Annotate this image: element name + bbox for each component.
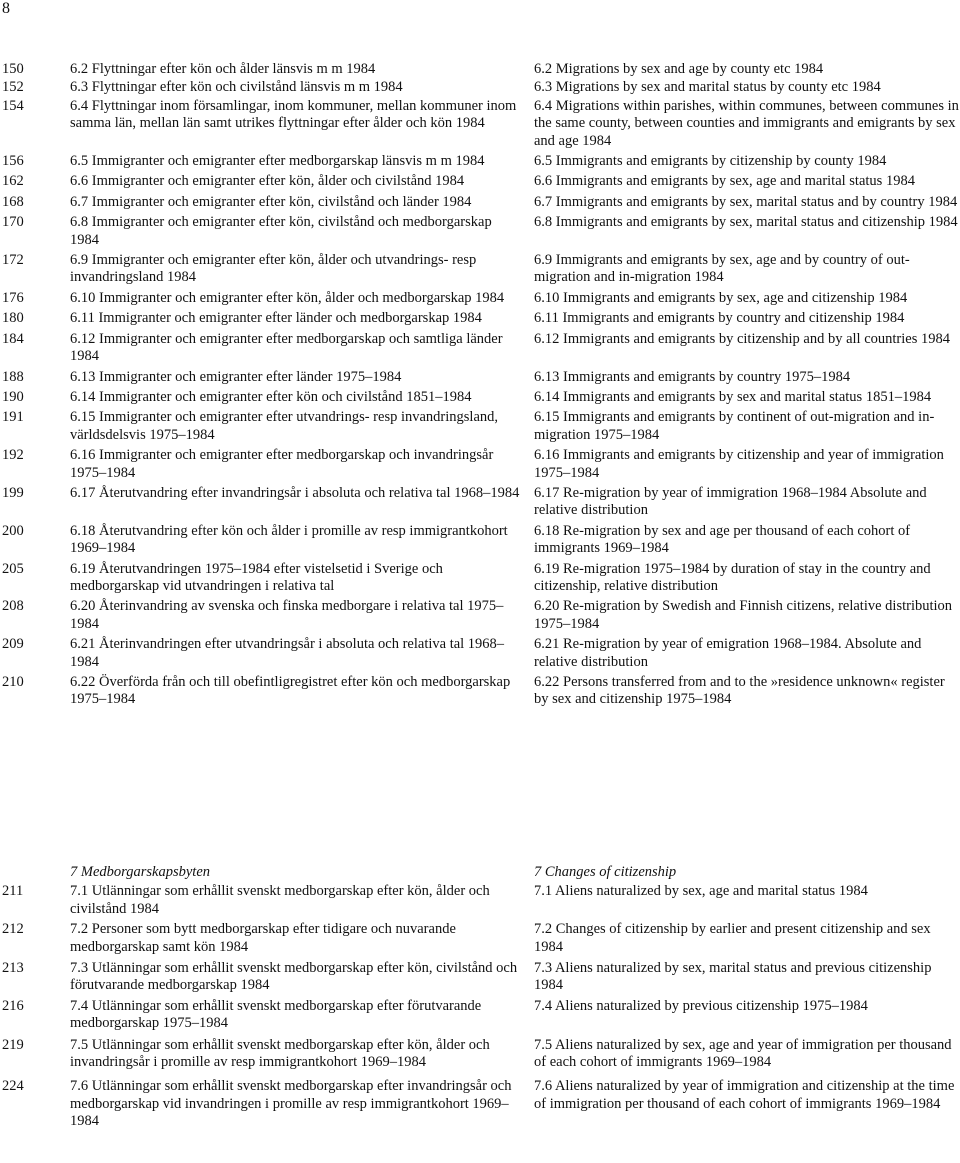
toc-entry-swedish-title: 6.2 Flyttningar efter kön och ålder länsvis m m 1984	[70, 61, 376, 77]
toc-entry-swedish-title: 6.18 Återutvandring efter kön och ålder i promille av resp immigrantkohort 1969–1984	[70, 522, 508, 557]
toc-entry-english-title: 6.22 Persons transferred from and to the »residence unknown« register by sex and citizenship 1975–1984	[534, 674, 945, 708]
page-number: 8	[2, 0, 10, 17]
toc-entry-swedish-title: 6.22 Överförda från och till obefintligregistret efter kön och medborgarskap 1975–1984	[70, 674, 511, 708]
toc-entry-english-title: 6.19 Re-migration 1975–1984 by duration of stay in the country and citizenship, relative distribution	[534, 560, 931, 594]
toc-entry-page: 176	[2, 289, 24, 306]
toc-entry-english-title: 7.5 Aliens naturalized by sex, age and year of immigration per thousand of each cohort of immigrants 1969–1984	[534, 1036, 952, 1071]
toc-entry-english-title: 6.20 Re-migration by Swedish and Finnish citizens, relative distribution 1975–1984	[534, 598, 953, 632]
toc-entry-english-title: 6.10 Immigrants and emigrants by sex, age and citizenship 1984	[534, 289, 908, 306]
toc-entry	[0, 636, 960, 671]
toc-entry	[0, 153, 960, 170]
toc-entry-page: 154	[2, 97, 24, 114]
toc-entry	[0, 252, 960, 287]
toc-entry-page: 172	[2, 252, 24, 269]
section-heading-row	[0, 864, 960, 881]
toc-entry	[0, 921, 960, 956]
toc-entry-english-title: 7.3 Aliens naturalized by sex, marital status and previous citizenship 1984	[534, 960, 932, 994]
toc-entry-swedish-title: 6.11 Immigranter och emigranter efter länder och medborgarskap 1984	[70, 310, 482, 327]
toc-entry	[0, 674, 960, 709]
toc-entry-page: 156	[2, 153, 24, 170]
toc-entry-page: 212	[2, 921, 24, 938]
toc-entry-page: 208	[2, 598, 24, 615]
section-heading-english: 7 Changes of citizenship	[534, 864, 677, 880]
toc-entry-swedish-title: 6.3 Flyttningar efter kön och civilstånd länsvis m m 1984	[70, 79, 403, 96]
toc-entry-swedish-title: 6.6 Immigranter och emigranter efter kön, ålder och civilstånd 1984	[70, 173, 465, 190]
toc-entry-swedish-title: 7.5 Utlänningar som erhållit svenskt medborgarskap efter kön, ålder och invandringsår i promille av resp immigrantkohort 1969–1984	[70, 1036, 490, 1071]
toc-entry-swedish-title: 6.16 Immigranter och emigranter efter medborgarskap och invandringsår 1975–1984	[70, 447, 494, 481]
table-of-contents-migrations	[0, 61, 960, 712]
toc-entry	[0, 485, 960, 520]
toc-entry	[0, 1078, 960, 1130]
toc-entry-page: 170	[2, 214, 24, 231]
toc-entry-page: 150	[2, 61, 24, 77]
toc-entry-page: 168	[2, 193, 24, 210]
toc-entry-english-title: 6.2 Migrations by sex and age by county etc 1984	[534, 61, 824, 77]
toc-entry-swedish-title: 6.12 Immigranter och emigranter efter medborgarskap och samtliga länder 1984	[70, 330, 503, 365]
toc-entry-english-title: 6.3 Migrations by sex and marital status by county etc 1984	[534, 79, 881, 96]
toc-entry	[0, 173, 960, 190]
toc-entry-swedish-title: 6.9 Immigranter och emigranter efter kön, ålder och utvandrings- resp invandringsland 1984	[70, 252, 477, 286]
toc-entry-page: 211	[2, 883, 24, 900]
toc-entry	[0, 98, 960, 150]
toc-entry-page: 205	[2, 560, 24, 577]
toc-entry-swedish-title: 6.17 Återutvandring efter invandringsår i absoluta och relativa tal 1968–1984	[70, 484, 520, 501]
toc-entry-english-title: 7.2 Changes of citizenship by earlier and present citizenship and sex 1984	[534, 921, 931, 955]
toc-entry-english-title: 7.4 Aliens naturalized by previous citizenship 1975–1984	[534, 997, 868, 1014]
toc-entry	[0, 883, 960, 918]
toc-entry-page: 180	[2, 310, 24, 327]
toc-entry-page: 162	[2, 173, 24, 190]
toc-entry-page: 184	[2, 330, 24, 347]
toc-entry-page: 213	[2, 960, 24, 977]
toc-entry-page: 191	[2, 409, 24, 426]
toc-entry-swedish-title: 6.8 Immigranter och emigranter efter kön, civilstånd och medborgarskap 1984	[70, 214, 492, 248]
toc-entry-english-title: 6.12 Immigrants and emigrants by citizenship and by all countries 1984	[534, 330, 950, 347]
section-heading-swedish: 7 Medborgarskapsbyten	[70, 864, 211, 880]
toc-entry	[0, 369, 960, 386]
toc-entry	[0, 523, 960, 558]
toc-entry	[0, 998, 960, 1033]
toc-entry-swedish-title: 6.15 Immigranter och emigranter efter utvandrings- resp invandringsland, världsdelsvis 1975–1984	[70, 409, 499, 443]
toc-entry	[0, 290, 960, 307]
toc-entry-page: 210	[2, 674, 24, 690]
toc-entry	[0, 1037, 960, 1072]
toc-entry-page: 200	[2, 522, 24, 539]
toc-entry-swedish-title: 7.1 Utlänningar som erhållit svenskt medborgarskap efter kön, ålder och civilstånd 1984	[70, 883, 490, 917]
toc-entry-swedish-title: 6.21 Återinvandringen efter utvandringsår i absoluta och relativa tal 1968–1984	[70, 636, 505, 670]
toc-entry-page: 192	[2, 447, 24, 464]
toc-entry-swedish-title: 7.3 Utlänningar som erhållit svenskt medborgarskap efter kön, civilstånd och förutvarande medborgarskap 1984	[70, 960, 518, 994]
toc-entry-page: 216	[2, 997, 24, 1014]
toc-entry	[0, 310, 960, 327]
toc-entry-swedish-title: 7.6 Utlänningar som erhållit svenskt medborgarskap efter invandringsår och medborgarskap vid invandringen i promille av resp immigrantkohort 1969–1984	[70, 1078, 512, 1130]
toc-entry-swedish-title: 6.14 Immigranter och emigranter efter kön och civilstånd 1851–1984	[70, 388, 472, 405]
toc-entry-english-title: 6.6 Immigrants and emigrants by sex, age and marital status 1984	[534, 173, 915, 190]
toc-entry-english-title: 6.11 Immigrants and emigrants by country and citizenship 1984	[534, 310, 905, 327]
toc-entry-page: 224	[2, 1078, 24, 1095]
toc-entry-english-title: 6.18 Re-migration by sex and age per thousand of each cohort of immigrants 1969–1984	[534, 522, 911, 557]
toc-entry-english-title: 6.14 Immigrants and emigrants by sex and marital status 1851–1984	[534, 388, 932, 405]
toc-entry	[0, 598, 960, 633]
toc-entry-english-title: 6.17 Re-migration by year of immigration 1968–1984 Absolute and relative distribution	[534, 484, 927, 519]
toc-entry-english-title: 6.9 Immigrants and emigrants by sex, age and by country of out-migration and in-migration 1984	[534, 252, 910, 286]
toc-entry-english-title: 6.21 Re-migration by year of emigration 1968–1984. Absolute and relative distribution	[534, 636, 922, 670]
toc-entry-swedish-title: 6.13 Immigranter och emigranter efter länder 1975–1984	[70, 368, 402, 385]
toc-entry	[0, 331, 960, 366]
toc-entry	[0, 214, 960, 249]
toc-entry-swedish-title: 6.20 Återinvandring av svenska och finska medborgare i relativa tal 1975–1984	[70, 598, 504, 632]
toc-entry-swedish-title: 7.2 Personer som bytt medborgarskap efter tidigare och nuvarande medborgarskap samt kön 1984	[70, 921, 456, 955]
toc-entry-english-title: 6.5 Immigrants and emigrants by citizenship by county 1984	[534, 153, 887, 170]
toc-entry-english-title: 7.6 Aliens naturalized by year of immigration and citizenship at the time of immigration per thousand of each cohort of immigrants 1969–1984	[534, 1078, 955, 1112]
toc-entry-english-title: 6.4 Migrations within parishes, within communes, between communes in the same county, between counties and immigrants and emigrants by sex and age 1984	[534, 97, 959, 149]
toc-entry-page: 188	[2, 368, 24, 385]
toc-entry	[0, 409, 960, 444]
toc-entry-english-title: 6.13 Immigrants and emigrants by country 1975–1984	[534, 368, 851, 385]
toc-entry-swedish-title: 6.4 Flyttningar inom församlingar, inom kommuner, mellan kommuner inom samma län, mellan län samt utrikes flyttningar efter ålder och kön 1984	[70, 97, 517, 132]
toc-entry	[0, 389, 960, 406]
toc-entry-swedish-title: 7.4 Utlänningar som erhållit svenskt medborgarskap efter förutvarande medborgarskap 1975–1984	[70, 997, 482, 1032]
toc-entry	[0, 61, 960, 78]
toc-entry	[0, 447, 960, 482]
toc-entry-swedish-title: 6.5 Immigranter och emigranter efter medborgarskap länsvis m m 1984	[70, 153, 485, 170]
toc-entry-swedish-title: 6.7 Immigranter och emigranter efter kön, civilstånd och länder 1984	[70, 193, 472, 210]
toc-entry-swedish-title: 6.19 Återutvandringen 1975–1984 efter vistelsetid i Sverige och medborgarskap vid utvandringen i relativa tal	[70, 560, 443, 594]
toc-entry	[0, 79, 960, 96]
toc-entry-english-title: 7.1 Aliens naturalized by sex, age and marital status 1984	[534, 883, 868, 900]
toc-entry-english-title: 6.8 Immigrants and emigrants by sex, marital status and citizenship 1984	[534, 214, 958, 231]
toc-entry-swedish-title: 6.10 Immigranter och emigranter efter kön, ålder och medborgarskap 1984	[70, 289, 505, 306]
toc-entry-page: 209	[2, 636, 24, 653]
table-of-contents-citizenship	[0, 864, 960, 1134]
toc-entry	[0, 561, 960, 596]
toc-entry-page: 199	[2, 484, 24, 501]
toc-entry-page: 219	[2, 1036, 24, 1053]
toc-entry-english-title: 6.15 Immigrants and emigrants by continent of out-migration and in-migration 1975–1984	[534, 409, 935, 443]
toc-entry	[0, 960, 960, 995]
toc-entry	[0, 194, 960, 211]
toc-entry-english-title: 6.16 Immigrants and emigrants by citizenship and year of immigration 1975–1984	[534, 447, 944, 481]
toc-entry-page: 152	[2, 79, 24, 96]
toc-entry-english-title: 6.7 Immigrants and emigrants by sex, marital status and by country 1984	[534, 193, 958, 210]
toc-entry-page: 190	[2, 388, 24, 405]
